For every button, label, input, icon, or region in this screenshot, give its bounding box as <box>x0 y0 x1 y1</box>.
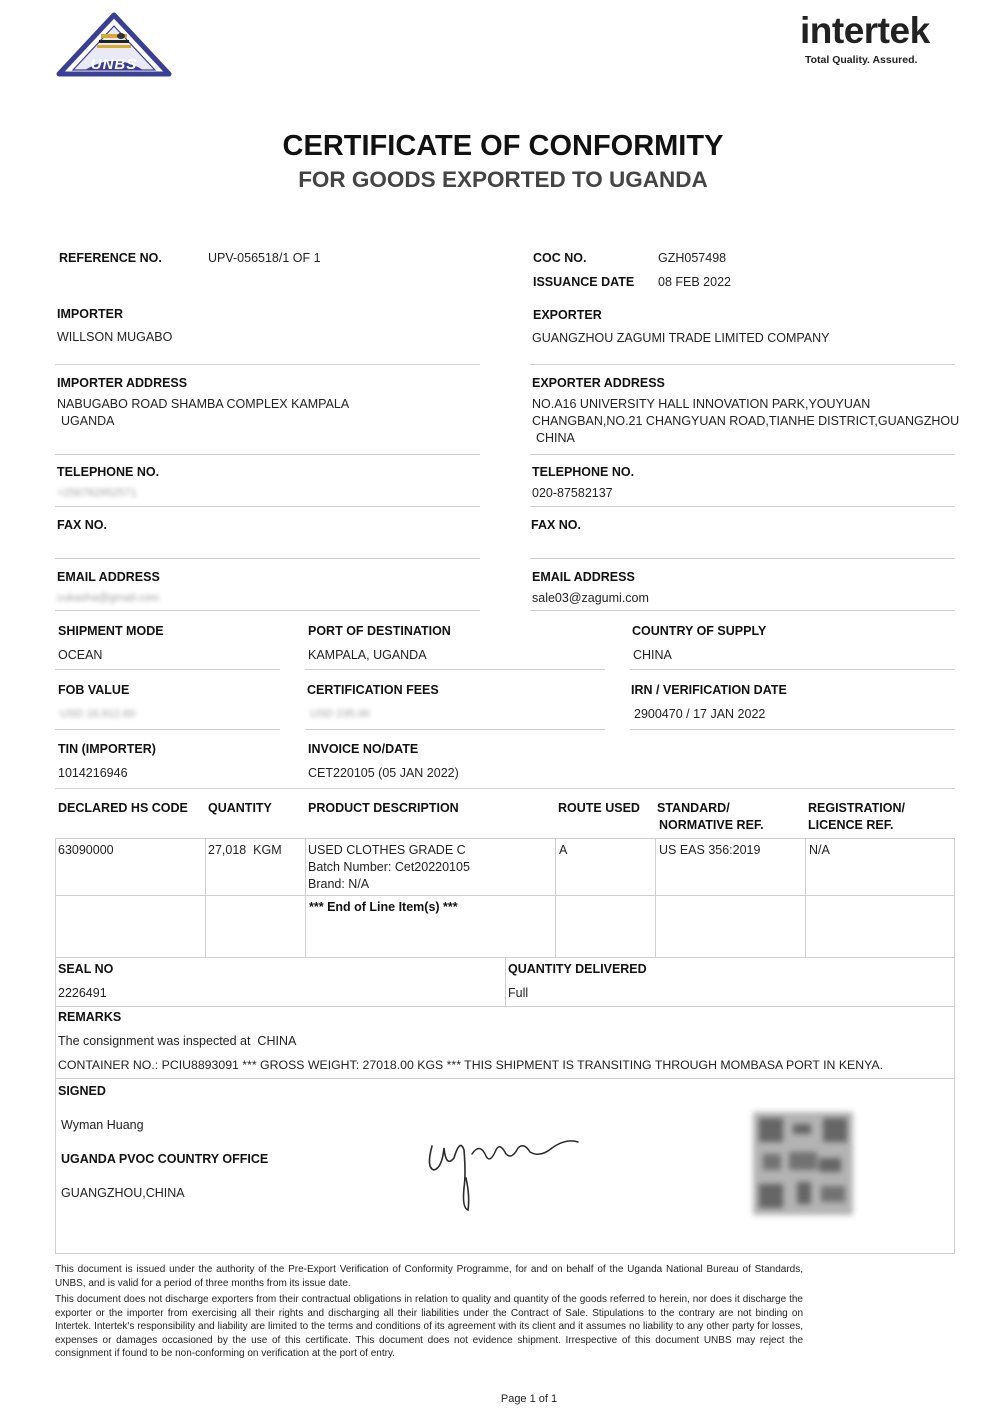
divider <box>55 506 480 507</box>
importer-address-line2: UGANDA <box>61 414 115 428</box>
divider <box>630 669 955 670</box>
col-header-hs: DECLARED HS CODE <box>58 801 188 815</box>
reference-label: REFERENCE NO. <box>59 251 162 265</box>
exporter-value: GUANGZHOU ZAGUMI TRADE LIMITED COMPANY <box>532 331 830 345</box>
exporter-address-line1: NO.A16 UNIVERSITY HALL INNOVATION PARK,YOUYUAN <box>532 397 871 411</box>
handwritten-signature <box>420 1128 590 1218</box>
importer-phone-label: TELEPHONE NO. <box>57 465 160 479</box>
exporter-label: EXPORTER <box>533 308 602 322</box>
importer-address-label: IMPORTER ADDRESS <box>57 376 188 390</box>
issuance-label: ISSUANCE DATE <box>533 275 635 289</box>
divider <box>530 610 955 611</box>
country-supply-label: COUNTRY OF SUPPLY <box>632 624 767 638</box>
intertek-tagline: Total Quality. Assured. <box>805 54 918 66</box>
qty-delivered-label: QUANTITY DELIVERED <box>508 962 647 976</box>
invoice-value: CET220105 (05 JAN 2022) <box>308 766 459 780</box>
exporter-phone-value: 020-87582137 <box>532 486 613 500</box>
table-border <box>55 838 955 839</box>
exporter-address-line3: CHINA <box>536 431 575 445</box>
col-header-desc: PRODUCT DESCRIPTION <box>308 801 459 815</box>
coc-label: COC NO. <box>533 251 587 265</box>
footer-authority-paragraph: This document is issued under the authority of the Pre-Export Verification of Conformity Programme, for and on behalf of the Uganda National Bureau of Standards, UNBS, and is valid for a period of three months from its issue date. <box>55 1264 803 1289</box>
row-hs-code: 63090000 <box>58 843 114 857</box>
importer-email-label: EMAIL ADDRESS <box>57 570 160 584</box>
table-border <box>55 838 56 1254</box>
unbs-logo <box>55 12 173 78</box>
table-border <box>55 1253 955 1254</box>
exporter-fax-label: FAX NO. <box>531 518 582 532</box>
irn-label: IRN / VERIFICATION DATE <box>631 683 787 697</box>
qty-delivered-value: Full <box>508 986 529 1000</box>
invoice-label: INVOICE NO/DATE <box>308 742 419 756</box>
fees-value: USD 235.00 <box>310 708 370 720</box>
signatory-name: Wyman Huang <box>61 1118 144 1132</box>
row-desc-line1: USED CLOTHES GRADE C <box>308 843 466 857</box>
shipment-mode-label: SHIPMENT MODE <box>58 624 164 638</box>
signed-label: SIGNED <box>58 1084 106 1098</box>
col-header-std-line2: NORMATIVE REF. <box>659 818 764 832</box>
port-value: KAMPALA, UGANDA <box>308 648 427 662</box>
table-border <box>305 838 306 957</box>
importer-address-line1: NABUGABO ROAD SHAMBA COMPLEX KAMPALA <box>57 397 350 411</box>
signatory-city: GUANGZHOU,CHINA <box>61 1186 185 1200</box>
col-header-route: ROUTE USED <box>558 801 640 815</box>
fob-value: USD 16,912.60 <box>60 708 136 720</box>
seal-value: 2226491 <box>58 986 107 1000</box>
page-number: Page 1 of 1 <box>500 1393 558 1405</box>
divider <box>55 610 480 611</box>
row-registration: N/A <box>809 843 830 857</box>
divider <box>55 558 480 559</box>
table-border <box>805 838 806 957</box>
exporter-address-line2: CHANGBAN,NO.21 CHANGYUAN ROAD,TIANHE DISTRICT,GUANGZHOU <box>532 414 960 428</box>
exporter-email-value: sale03@zagumi.com <box>532 591 649 605</box>
exporter-email-label: EMAIL ADDRESS <box>532 570 635 584</box>
remarks-line1: The consignment was inspected at CHINA <box>58 1034 297 1048</box>
footer-liability-paragraph: This document does not discharge exporters from their contractual obligations in relation to quality and quantity of the goods referred to herein, nor does it discharge the exporter or the importer from exercising all their rights and discharging all their liabilities under the Contract of Sale. Stipulations to the contrary are not binding on Intertek. Intertek's responsibility and liability are limited to the terms and conditions of its agreement with its client and it assumes no liability to any other party for losses, expenses or damages occasioned by the use of this certificate. This document does not evidence shipment. Irrespective of this document UNBS may reject the consignment if found to be non-conforming on verification at the port of entry. <box>55 1294 803 1359</box>
certificate-title: CERTIFICATE OF CONFORMITY <box>282 130 724 162</box>
divider <box>55 729 280 730</box>
divider <box>55 364 480 365</box>
seal-label: SEAL NO <box>58 962 114 976</box>
divider <box>630 729 955 730</box>
importer-phone-value: +256782952571 <box>57 487 137 499</box>
shipment-mode-value: OCEAN <box>58 648 103 662</box>
divider <box>55 454 480 455</box>
row-desc-line3: Brand: N/A <box>308 877 370 891</box>
row-desc-line2: Batch Number: Cet20220105 <box>308 860 470 874</box>
divider <box>55 788 955 789</box>
importer-fax-label: FAX NO. <box>57 518 108 532</box>
table-border <box>555 838 556 957</box>
row-quantity: 27,018 KGM <box>208 843 282 857</box>
fob-label: FOB VALUE <box>58 683 130 697</box>
tin-label: TIN (IMPORTER) <box>58 742 156 756</box>
remarks-line2: CONTAINER NO.: PCIU8893091 *** GROSS WEIGHT: 27018.00 KGS *** THIS SHIPMENT IS TRANSITING THROUGH MOMBASA PORT IN KENYA. <box>58 1058 884 1072</box>
divider <box>530 506 955 507</box>
table-border <box>55 1006 955 1007</box>
fees-label: CERTIFICATION FEES <box>307 683 439 697</box>
col-header-std-line1: STANDARD/ <box>657 801 730 815</box>
remarks-label: REMARKS <box>58 1010 122 1024</box>
divider <box>305 729 605 730</box>
tin-value: 1014216946 <box>58 766 128 780</box>
table-border <box>954 838 955 1254</box>
end-of-line-items: *** End of Line Item(s) *** <box>309 900 458 914</box>
table-border <box>55 895 955 896</box>
issuance-value: 08 FEB 2022 <box>658 275 731 289</box>
port-label: PORT OF DESTINATION <box>308 624 451 638</box>
table-border <box>205 838 206 957</box>
importer-label: IMPORTER <box>57 307 123 321</box>
divider <box>530 558 955 559</box>
importer-email-value: cukasha@gmail.com <box>57 592 160 604</box>
table-border <box>55 1078 955 1079</box>
divider <box>530 364 955 365</box>
exporter-address-label: EXPORTER ADDRESS <box>532 376 665 390</box>
reference-value: UPV-056518/1 OF 1 <box>208 251 321 265</box>
row-route: A <box>559 843 568 857</box>
unbs-logo-text: UNBS <box>90 56 138 73</box>
exporter-phone-label: TELEPHONE NO. <box>532 465 635 479</box>
irn-value: 2900470 / 17 JAN 2022 <box>634 707 766 721</box>
col-header-reg-line2: LICENCE REF. <box>808 818 894 832</box>
divider <box>530 454 955 455</box>
certificate-subtitle: FOR GOODS EXPORTED TO UGANDA <box>298 167 708 192</box>
signatory-office: UGANDA PVOC COUNTRY OFFICE <box>61 1152 269 1166</box>
col-header-reg-line1: REGISTRATION/ <box>808 801 905 815</box>
intertek-logo <box>800 10 960 70</box>
importer-value: WILLSON MUGABO <box>57 330 173 344</box>
table-border <box>505 957 506 1006</box>
country-supply-value: CHINA <box>633 648 672 662</box>
divider <box>55 669 280 670</box>
divider <box>305 669 605 670</box>
row-standard: US EAS 356:2019 <box>659 843 761 857</box>
col-header-qty: QUANTITY <box>208 801 272 815</box>
table-border <box>655 838 656 957</box>
intertek-wordmark: intertek <box>800 10 930 51</box>
coc-value: GZH057498 <box>658 251 727 265</box>
qr-code <box>753 1112 853 1215</box>
